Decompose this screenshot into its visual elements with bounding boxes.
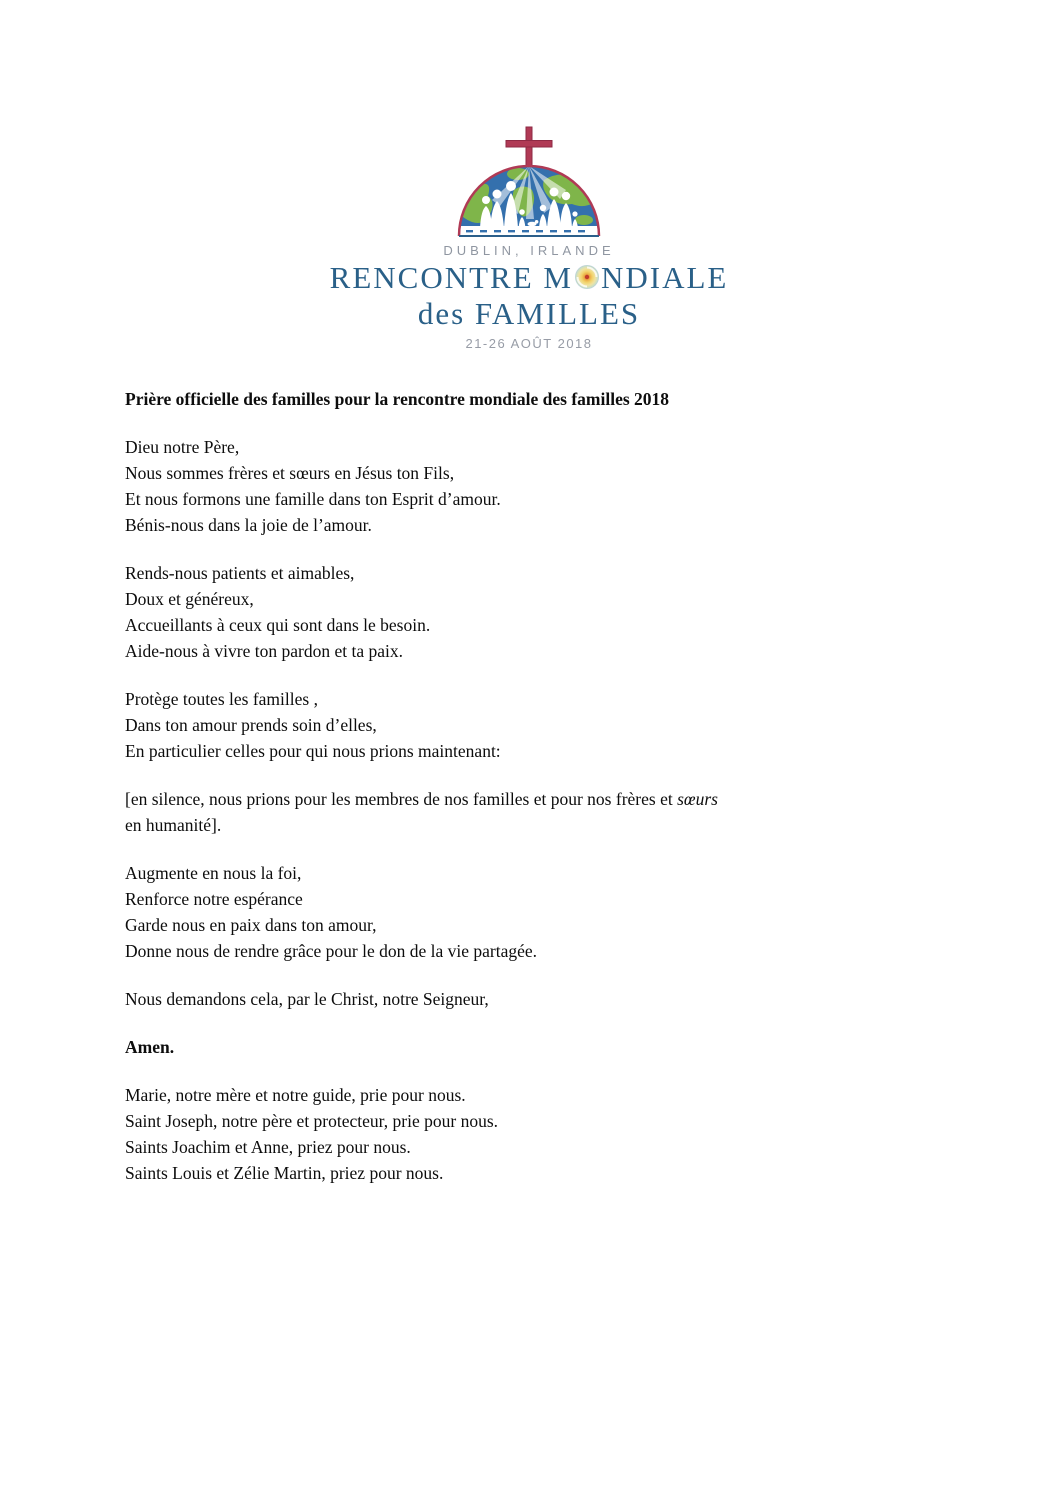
logo-location-text: DUBLIN, IRLANDE bbox=[443, 243, 615, 258]
prayer-line-segment: Accueillants à ceux qui sont dans le besoin. bbox=[125, 615, 431, 635]
prayer-line-segment: Saint Joseph, notre père et protecteur, prie pour nous. bbox=[125, 1111, 499, 1131]
prayer-line-segment: Et nous formons une famille dans ton Esprit d’amour. bbox=[125, 489, 501, 509]
prayer-line-segment: Doux et généreux, bbox=[125, 589, 254, 609]
prayer-line-segment: Aide-nous à vivre ton pardon et ta paix. bbox=[125, 641, 403, 661]
document-title: Prière officielle des familles pour la rencontre mondiale des familles 2018 bbox=[125, 389, 670, 409]
prayer-paragraph bbox=[125, 1082, 985, 1186]
prayer-line-segment: Garde nous en paix dans ton amour, bbox=[125, 915, 377, 935]
prayer-line-segment: sœurs bbox=[677, 789, 718, 809]
logo-dates-text: 21-26 AOÛT 2018 bbox=[465, 336, 593, 351]
prayer-line-segment: Augmente en nous la foi, bbox=[125, 863, 302, 883]
prayer-paragraph bbox=[125, 434, 985, 538]
prayer-line-segment: En particulier celles pour qui nous prions maintenant: bbox=[125, 741, 501, 761]
prayer-line-segment: Marie, notre mère et notre guide, prie pour nous. bbox=[125, 1085, 466, 1105]
prayer-paragraph bbox=[125, 1034, 985, 1060]
prayer-line-segment: Nous sommes frères et sœurs en Jésus ton Fils, bbox=[125, 463, 455, 483]
ground-marks bbox=[466, 230, 585, 232]
prayer-line-segment: [en silence, nous prions pour les membres de nos familles et pour nos frères et bbox=[125, 789, 678, 809]
prayer-paragraph bbox=[125, 786, 985, 838]
prayer-line-segment: en humanité]. bbox=[125, 815, 222, 835]
prayer-line-segment: Saints Louis et Zélie Martin, priez pour nous. bbox=[125, 1163, 444, 1183]
prayer-paragraph bbox=[125, 686, 985, 764]
globe-dome bbox=[459, 166, 599, 236]
prayer-line-segment: Donne nous de rendre grâce pour le don de la vie partagée. bbox=[125, 941, 538, 961]
prayer-body bbox=[125, 434, 985, 1186]
prayer-line-segment: Protège toutes les familles , bbox=[125, 689, 318, 709]
cross-icon bbox=[506, 127, 552, 171]
prayer-line-segment: Renforce notre espérance bbox=[125, 889, 303, 909]
logo-title-text bbox=[0, 260, 1058, 296]
prayer-line-segment: Nous demandons cela, par le Christ, notre Seigneur, bbox=[125, 989, 489, 1009]
prayer-line-segment: Dieu notre Père, bbox=[125, 437, 240, 457]
logo-dome-graphic bbox=[444, 122, 614, 240]
prayer-line-segment: Amen. bbox=[125, 1037, 175, 1057]
prayer-line-segment: Bénis-nous dans la joie de l’amour. bbox=[125, 515, 372, 535]
prayer-line-segment: Rends-nous patients et aimables, bbox=[125, 563, 355, 583]
prayer-line-segment: Dans ton amour prends soin d’elles, bbox=[125, 715, 377, 735]
logo-title-before-o: RENCONTRE M bbox=[329, 260, 573, 295]
spiral-o-icon bbox=[574, 264, 600, 290]
prayer-paragraph bbox=[125, 860, 985, 964]
wmof-logo bbox=[0, 122, 1058, 351]
logo-subtitle-text: des FAMILLES bbox=[417, 296, 641, 331]
logo-title-after-o: NDIALE bbox=[600, 260, 729, 295]
prayer-paragraph bbox=[125, 986, 985, 1012]
prayer-line-segment: Saints Joachim et Anne, priez pour nous. bbox=[125, 1137, 411, 1157]
prayer-paragraph bbox=[125, 560, 985, 664]
prayer-content bbox=[125, 386, 985, 1208]
